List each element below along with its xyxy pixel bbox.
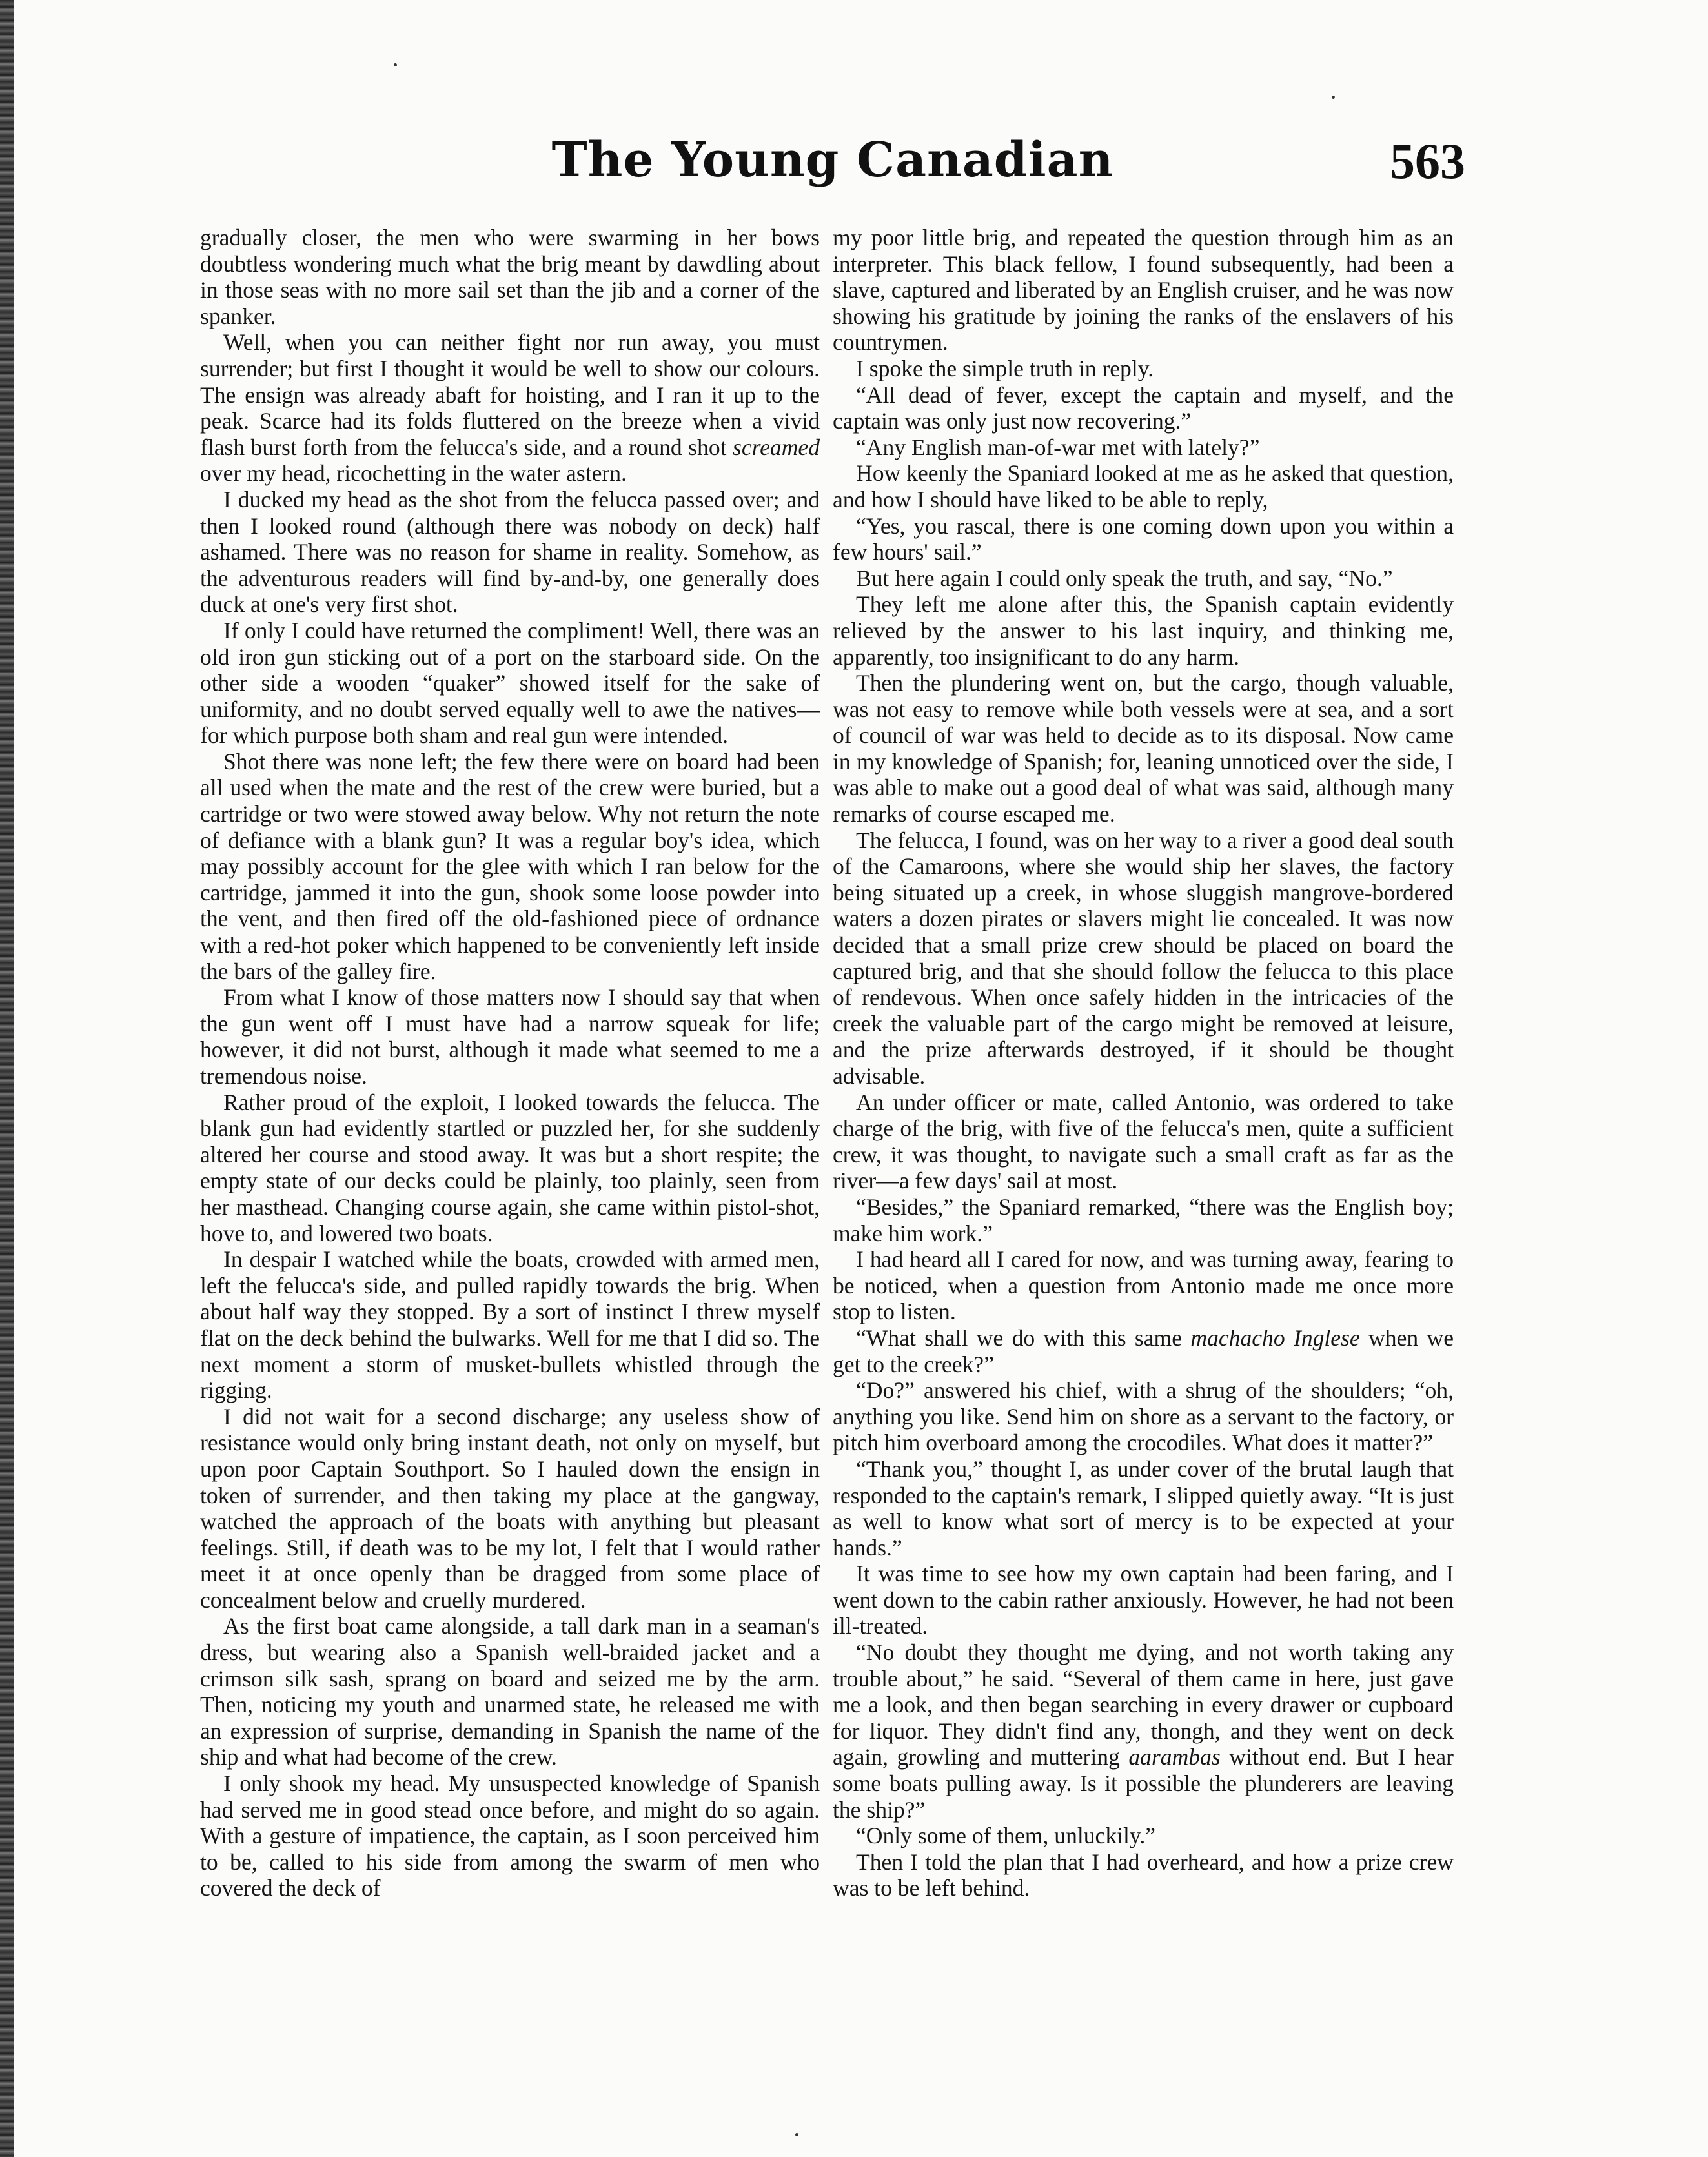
paragraph-text: An under officer or mate, called Antonio, was ordered to take charge of the brig, with five of the felucca's men, quite a sufficient crew, it was thought, to navigate such a small craft as far as the river—a few days' sail at most. [833,1089,1454,1194]
paragraph-text: “Any English man-of-war met with lately?” [856,434,1260,460]
print-speck [1332,96,1335,99]
italic-phrase: machacho Inglese [1190,1324,1360,1351]
italic-phrase: aarambas [1128,1744,1221,1770]
paragraph [200,1613,820,1770]
paragraph-text: “No doubt they thought me dying, and not worth taking any trouble about,” he said. “Several of them came in here, just gave me a look, and then began searching in every drawer or cupboard for liquor. They didn't find any, thongh, and they went on deck again, growling and muttering [833,1639,1454,1770]
paragraph [833,513,1454,565]
paragraph [833,827,1454,1089]
paragraph [200,1770,820,1901]
paragraph-text: over my head, ricochetting in the water astern. [200,460,627,487]
paragraph [833,1194,1454,1246]
paragraph [833,1246,1454,1325]
paragraph [833,670,1454,827]
paragraph-text: I had heard all I cared for now, and was turning away, fearing to be noticed, when a question from Antonio made me once more stop to listen. [833,1246,1454,1325]
paragraph-text: “Only some of them, unluckily.” [856,1823,1156,1849]
paragraph-text: Then I told the plan that I had overheard, and how a prize crew was to be left behind. [833,1848,1454,1901]
paragraph-text: How keenly the Spaniard looked at me as he asked that question, and how I should have liked to be able to reply, [833,460,1454,512]
left-text-column [200,225,820,1901]
paragraph-text: “Besides,” the Spaniard remarked, “there was the English boy; make him work.” [833,1193,1454,1246]
page-number: 563 [1390,133,1465,189]
page-header [200,132,1465,203]
binding-edge [0,0,14,2157]
paragraph-text: The felucca, I found, was on her way to a river a good deal south of the Camaroons, where she would ship her slaves, the factory being situated up a creek, in whose sluggish mangrove-bordered waters a dozen pirates or slavers might lie concealed. It was now decided that a small prize crew should be placed on board the captured brig, and that she should follow the felucca to this place of rendevous. When once safely hidden in the intricacies of the creek the valuable part of the cargo might be removed at leisure, and the prize afterwards destroyed, if it should be thought advisable. [833,827,1454,1089]
paragraph [200,487,820,618]
paragraph-text: From what I know of those matters now I should say that when the gun went off I must have had a narrow squeak for life; however, it did not burst, although it made what seemed to me a tremendous noise. [200,984,820,1089]
paragraph-text: “Do?” answered his chief, with a shrug of the shoulders; “oh, anything you like. Send him on shore as a servant to the factory, or pitch him overboard among the crocodiles. What does it matter?” [833,1377,1454,1456]
paragraph [200,618,820,749]
paragraph-text: Then the plundering went on, but the cargo, though valuable, was not easy to remove while both vessels were at sea, and a sort of council of war was held to decide as to its disposal. Now came in my knowledge of Spanish; for, leaning unnoticed over the side, I was able to make out a good deal of what was said, although many remarks of course escaped me. [833,670,1454,827]
paragraph [833,1377,1454,1456]
paragraph-text: when we get to the creek?” [833,1324,1454,1377]
paragraph-text: gradually closer, the men who were swarming in her bows doubtless wondering much what the brig meant by dawdling about in those seas with no more sail set than the jib and a corner of the spanker. [200,225,820,329]
paragraph-text: “Thank you,” thought I, as under cover of the brutal laugh that responded to the captain's remark, I slipped quietly away. “It is just as well to know what sort of mercy is to be expected at your hands.” [833,1455,1454,1561]
paragraph [833,1089,1454,1194]
paragraph [833,434,1454,461]
paragraph [200,1404,820,1614]
paragraph-text: Shot there was none left; the few there were on board had been all used when the mate and the rest of the crew were buried, but a cartridge or two were stowed away below. Why not return the note of defiance with a blank gun? It was a regular boy's idea, which may possibly account for the glee with which I ran below for the cartridge, jammed it into the gun, shook some loose powder into the vent, and then fired off the old-fashioned piece of ordnance with a red-hot poker which happened to be conveniently left inside the bars of the galley fire. [200,748,820,984]
paragraph-text: “Yes, you rascal, there is one coming down upon you within a few hours' sail.” [833,512,1454,565]
paragraph [833,225,1454,356]
paragraph-text: I did not wait for a second discharge; any useless show of resistance would only bring instant death, not only on myself, but upon poor Captain Southport. So I hauled down the ensign in token of surrender, and then taking my place at the gangway, watched the approach of the boats with anything but pleasant feelings. Still, if death was to be my lot, I felt that I would rather meet it at once openly than be dragged from some place of concealment below and cruelly murdered. [200,1403,820,1613]
paragraph [833,1823,1454,1849]
paragraph [833,1849,1454,1901]
italic-phrase: screamed [732,434,820,460]
paragraph [833,591,1454,670]
journal-title: The Young Canadian [551,132,1114,188]
paragraph [833,1561,1454,1639]
paragraph-text: “What shall we do with this same [856,1324,1191,1351]
paragraph-text: my poor little brig, and repeated the question through him as an interpreter. This black fellow, I found subsequently, had been a slave, captured and liberated by an English cruiser, and he was now showing his gratitude by joining the ranks of the enslavers of his countrymen. [833,225,1454,356]
paragraph-text: Well, when you can neither fight nor run away, you must surrender; but first I thought it would be well to show our colours. The ensign was already abaft for hoisting, and I ran it up to the peak. Scarce had its folds fluttered on the breeze when a vivid flash burst forth from the felucca's side, and a round shot [200,329,820,460]
paragraph-text: It was time to see how my own captain had been faring, and I went down to the cabin rather anxiously. However, he had not been ill-treated. [833,1561,1454,1639]
paragraph [200,984,820,1089]
paragraph [833,382,1454,434]
paragraph [833,1639,1454,1823]
paragraph-text: But here again I could only speak the truth, and say, “No.” [856,565,1393,591]
paragraph [833,1456,1454,1561]
paragraph-text: In despair I watched while the boats, crowded with armed men, left the felucca's side, and pulled rapidly towards the brig. When about half way they stopped. By a sort of instinct I threw myself flat on the deck behind the bulwarks. Well for me that I did so. The next moment a storm of musket-bullets whistled through the rigging. [200,1246,820,1404]
paragraph-text: I only shook my head. My unsuspected knowledge of Spanish had served me in good stead once before, and might do so again. With a gesture of impatience, the captain, as I soon perceived him to be, called to his side from among the swarm of men who covered the deck of [200,1770,820,1901]
paragraph-text: without end. But I hear some boats pulling away. Is it possible the plunderers are leaving the ship?” [833,1744,1454,1823]
paragraph [200,225,820,329]
paragraph [200,1089,820,1247]
paragraph-text: As the first boat came alongside, a tall dark man in a seaman's dress, but wearing also a Spanish well-braided jacket and a crimson silk sash, sprang on board and seized me by the arm. Then, noticing my youth and unarmed state, he released me with an expression of surprise, demanding in Spanish the name of the ship and what had become of the crew. [200,1613,820,1770]
paragraph [833,356,1454,382]
paragraph [833,565,1454,592]
paragraph-text: If only I could have returned the compliment! Well, there was an old iron gun sticking out of a port on the starboard side. On the other side a wooden “quaker” showed itself for the sake of uniformity, and no doubt served equally well to awe the natives—for which purpose both sham and real gun were intended. [200,617,820,749]
paragraph-text: They left me alone after this, the Spanish captain evidently relieved by the answer to his last inquiry, and thinking me, apparently, too insignificant to do any harm. [833,591,1454,670]
paragraph-text: I ducked my head as the shot from the felucca passed over; and then I looked round (although there was nobody on deck) half ashamed. There was no reason for shame in reality. Somehow, as the adventurous readers will find by-and-by, one generally does duck at one's very first shot. [200,486,820,618]
paragraph [833,1325,1454,1377]
paragraph-text: “All dead of fever, except the captain and myself, and the captain was only just now recovering.” [833,381,1454,434]
right-text-column [833,225,1454,1901]
paragraph-text: Rather proud of the exploit, I looked towards the felucca. The blank gun had evidently startled or puzzled her, for she suddenly altered her course and stood away. It was but a short respite; the empty state of our decks could be plainly, too plainly, seen from her masthead. Changing course again, she came within pistol-shot, hove to, and lowered two boats. [200,1089,820,1246]
print-speck [394,63,397,66]
paragraph [200,1246,820,1404]
paragraph [200,329,820,487]
paragraph-text: I spoke the simple truth in reply. [856,355,1154,381]
print-speck [795,2133,798,2136]
paragraph [200,749,820,984]
paragraph [833,460,1454,512]
